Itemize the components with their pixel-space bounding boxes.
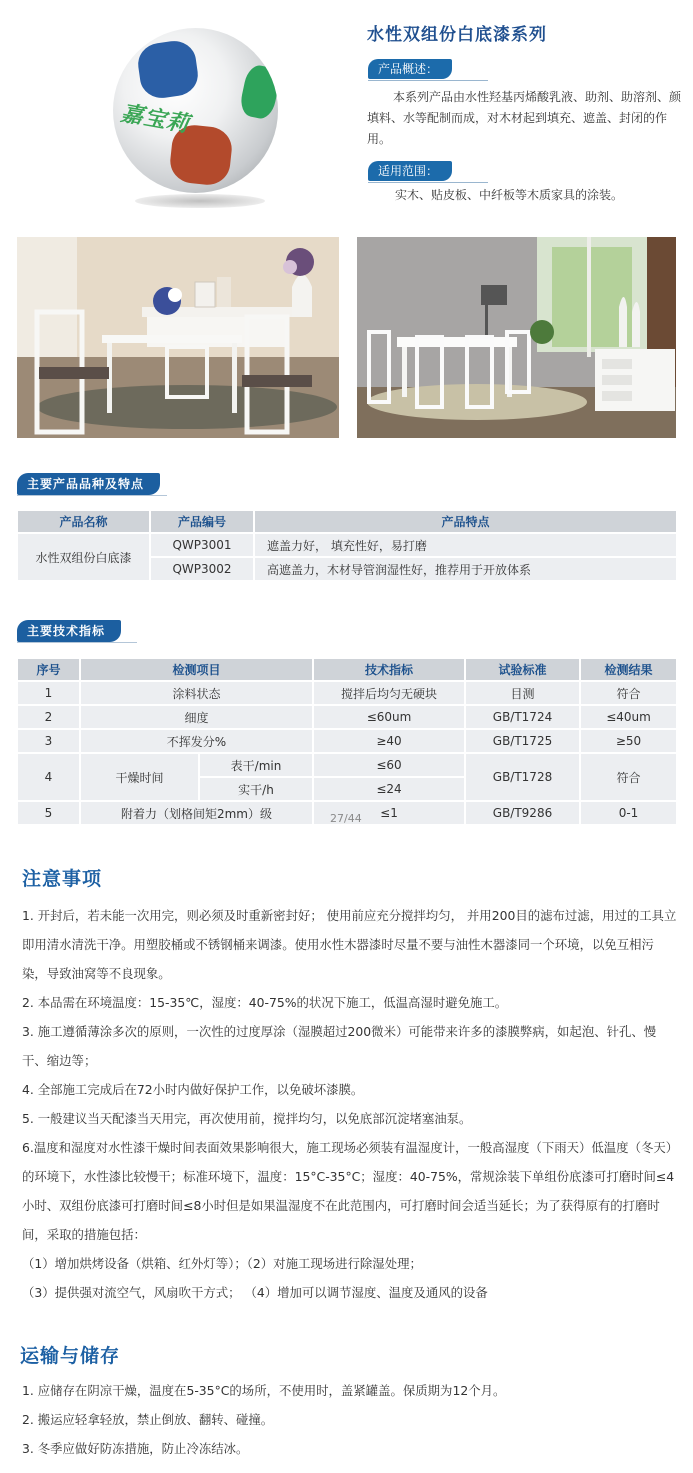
notes-paragraph-1: 1. 开封后，若未能一次用完，则必须及时重新密封好； 使用前应充分搅拌均匀， 并用200目的滤布过滤，用过的工具立即用清水清洗干净。用塑胶桶或不锈钢桶来调漆。使用水性木器漆时尽量不要与油性木器漆同一个环境，以免互相污染，导致油窝等不良现象。 bbox=[22, 908, 677, 981]
product-ball-image bbox=[95, 18, 295, 218]
varieties-code: QWP3002 bbox=[151, 558, 253, 580]
spec-no: 1 bbox=[18, 682, 79, 704]
specs-header-result: 检测结果 bbox=[581, 659, 676, 680]
spec-result: 符合 bbox=[581, 682, 676, 704]
overview-label: 产品概述： bbox=[368, 59, 452, 79]
spec-index: ≥40 bbox=[314, 730, 464, 752]
varieties-feature: 遮盖力好， 填充性好，易打磨 bbox=[255, 534, 676, 556]
ball-shadow bbox=[135, 194, 265, 208]
ball-patch-green bbox=[238, 63, 278, 121]
spec-no: 2 bbox=[18, 706, 79, 728]
spec-item: 干燥时间 bbox=[81, 754, 198, 800]
storage-title: 运输与储存 bbox=[20, 1345, 121, 1367]
dining-room-photo-1 bbox=[17, 237, 339, 438]
varieties-section-divider bbox=[17, 495, 167, 496]
varieties-header-row bbox=[18, 511, 676, 532]
spec-standard: GB/T1724 bbox=[466, 706, 579, 728]
notes-measure-1: （1）增加烘烤设备（烘箱、红外灯等）；（2）对施工现场进行除湿处理； bbox=[22, 1256, 422, 1271]
specs-header-no: 序号 bbox=[18, 659, 79, 680]
ball-logo: 嘉宝莉 bbox=[119, 101, 192, 138]
table-row bbox=[18, 730, 676, 752]
storage-item-1: 1. 应储存在阴凉干燥，温度在5-35°C的场所，不使用时，盖紧罐盖。保质期为12个月。 bbox=[22, 1383, 506, 1398]
specs-header-index: 技术指标 bbox=[314, 659, 464, 680]
spec-no: 4 bbox=[18, 754, 79, 800]
varieties-header-name: 产品名称 bbox=[18, 511, 149, 532]
dining-room-photo-2 bbox=[357, 237, 676, 438]
storage-item-2: 2. 搬运应轻拿轻放，禁止倒放、翻转、碰撞。 bbox=[22, 1412, 274, 1427]
specs-header-row bbox=[18, 659, 676, 680]
page-watermark: 27/44 bbox=[330, 812, 362, 825]
notes-paragraph-5: 5. 一般建议当天配漆当天用完，再次使用前，搅拌均匀，以免底部沉淀堵塞油泵。 bbox=[22, 1111, 472, 1126]
specs-table bbox=[16, 657, 678, 826]
spec-standard: GB/T1728 bbox=[466, 754, 579, 800]
spec-standard: GB/T9286 bbox=[466, 802, 579, 824]
spec-index: ≤24 bbox=[314, 778, 464, 800]
spec-index: 搅拌后均匀无硬块 bbox=[314, 682, 464, 704]
specs-section-label: 主要技术指标 bbox=[17, 620, 121, 642]
table-row bbox=[18, 682, 676, 704]
spec-result: ≥50 bbox=[581, 730, 676, 752]
spec-item: 附着力（划格间矩2mm）级 bbox=[81, 802, 312, 824]
varieties-product-name: 水性双组份白底漆 bbox=[18, 534, 149, 580]
scope-divider bbox=[368, 182, 488, 183]
varieties-section-label: 主要产品品种及特点 bbox=[17, 473, 160, 495]
notes-paragraph-6: 6.温度和湿度对水性漆干燥时间表面效果影响很大，施工现场必须装有温湿度计，一般高湿度（下雨天）低温度（冬天）的环境下，水性漆比较慢干；标准环境下，温度：15°C-35°C；湿度：40-75%，常规涂装下单组份底漆可打磨时间≤4小时、双组份底漆可打磨时间≤8小时但是如果温湿度不在此范围内，可打磨时间会适当延长；为了获得原有的打磨时间，采取的措施包括： bbox=[22, 1140, 675, 1242]
spec-subitem: 实干/h bbox=[200, 778, 312, 800]
spec-no: 5 bbox=[18, 802, 79, 824]
spec-no: 3 bbox=[18, 730, 79, 752]
spec-index: ≤60 bbox=[314, 754, 464, 776]
table-row bbox=[18, 534, 676, 556]
varieties-code: QWP3001 bbox=[151, 534, 253, 556]
varieties-feature: 高遮盖力，木材导管润湿性好，推荐用于开放体系 bbox=[255, 558, 676, 580]
spec-item: 涂料状态 bbox=[81, 682, 312, 704]
dining-room-illustration-2 bbox=[357, 237, 676, 438]
varieties-table bbox=[16, 509, 678, 582]
specs-header-standard: 试验标准 bbox=[466, 659, 579, 680]
specs-section-divider bbox=[17, 642, 137, 643]
storage-item-3: 3. 冬季应做好防冻措施，防止冷冻结冰。 bbox=[22, 1441, 249, 1456]
scope-label: 适用范围： bbox=[368, 161, 452, 181]
dining-room-illustration-1 bbox=[17, 237, 339, 438]
varieties-header-feature: 产品特点 bbox=[255, 511, 676, 532]
spec-index: ≤60um bbox=[314, 706, 464, 728]
product-title: 水性双组份白底漆系列 bbox=[367, 25, 547, 45]
spec-item: 细度 bbox=[81, 706, 312, 728]
ball-patch-blue bbox=[135, 38, 200, 101]
notes-paragraph-4: 4. 全部施工完成后在72小时内做好保护工作，以免破坏漆膜。 bbox=[22, 1082, 364, 1097]
table-row bbox=[18, 706, 676, 728]
spec-item: 不挥发分% bbox=[81, 730, 312, 752]
spec-standard: GB/T1725 bbox=[466, 730, 579, 752]
ball bbox=[113, 28, 278, 193]
spec-index: ≤1 bbox=[314, 802, 464, 824]
specs-header-item: 检测项目 bbox=[81, 659, 312, 680]
table-row bbox=[18, 754, 676, 776]
overview-text: 本系列产品由水性羟基丙烯酸乳液、助剂、助溶剂、颜填料、水等配制而成，对木材起到填充、遮盖、封闭的作用。 bbox=[367, 90, 682, 146]
spec-subitem: 表干/min bbox=[200, 754, 312, 776]
scope-text: 实木、贴皮板、中纤板等木质家具的涂装。 bbox=[395, 188, 624, 202]
spec-standard: 目测 bbox=[466, 682, 579, 704]
overview-divider bbox=[368, 80, 488, 81]
product-hero bbox=[0, 0, 693, 225]
spec-result: 符合 bbox=[581, 754, 676, 800]
notes-measure-2: （3）提供强对流空气，风扇吹干方式； （4）增加可以调节湿度、温度及通风的设备 bbox=[22, 1285, 488, 1300]
notes-title: 注意事项 bbox=[22, 868, 103, 890]
spec-result: ≤40um bbox=[581, 706, 676, 728]
varieties-header-code: 产品编号 bbox=[151, 511, 253, 532]
notes-paragraph-2: 2. 本品需在环境温度：15-35℃，湿度：40-75%的状况下施工，低温高湿时避免施工。 bbox=[22, 995, 508, 1010]
spec-result: 0-1 bbox=[581, 802, 676, 824]
notes-paragraph-3: 3. 施工遵循薄涂多次的原则，一次性的过度厚涂（湿膜超过200微米）可能带来许多的漆膜弊病，如起泡、针孔、慢干、缩边等； bbox=[22, 1024, 657, 1068]
